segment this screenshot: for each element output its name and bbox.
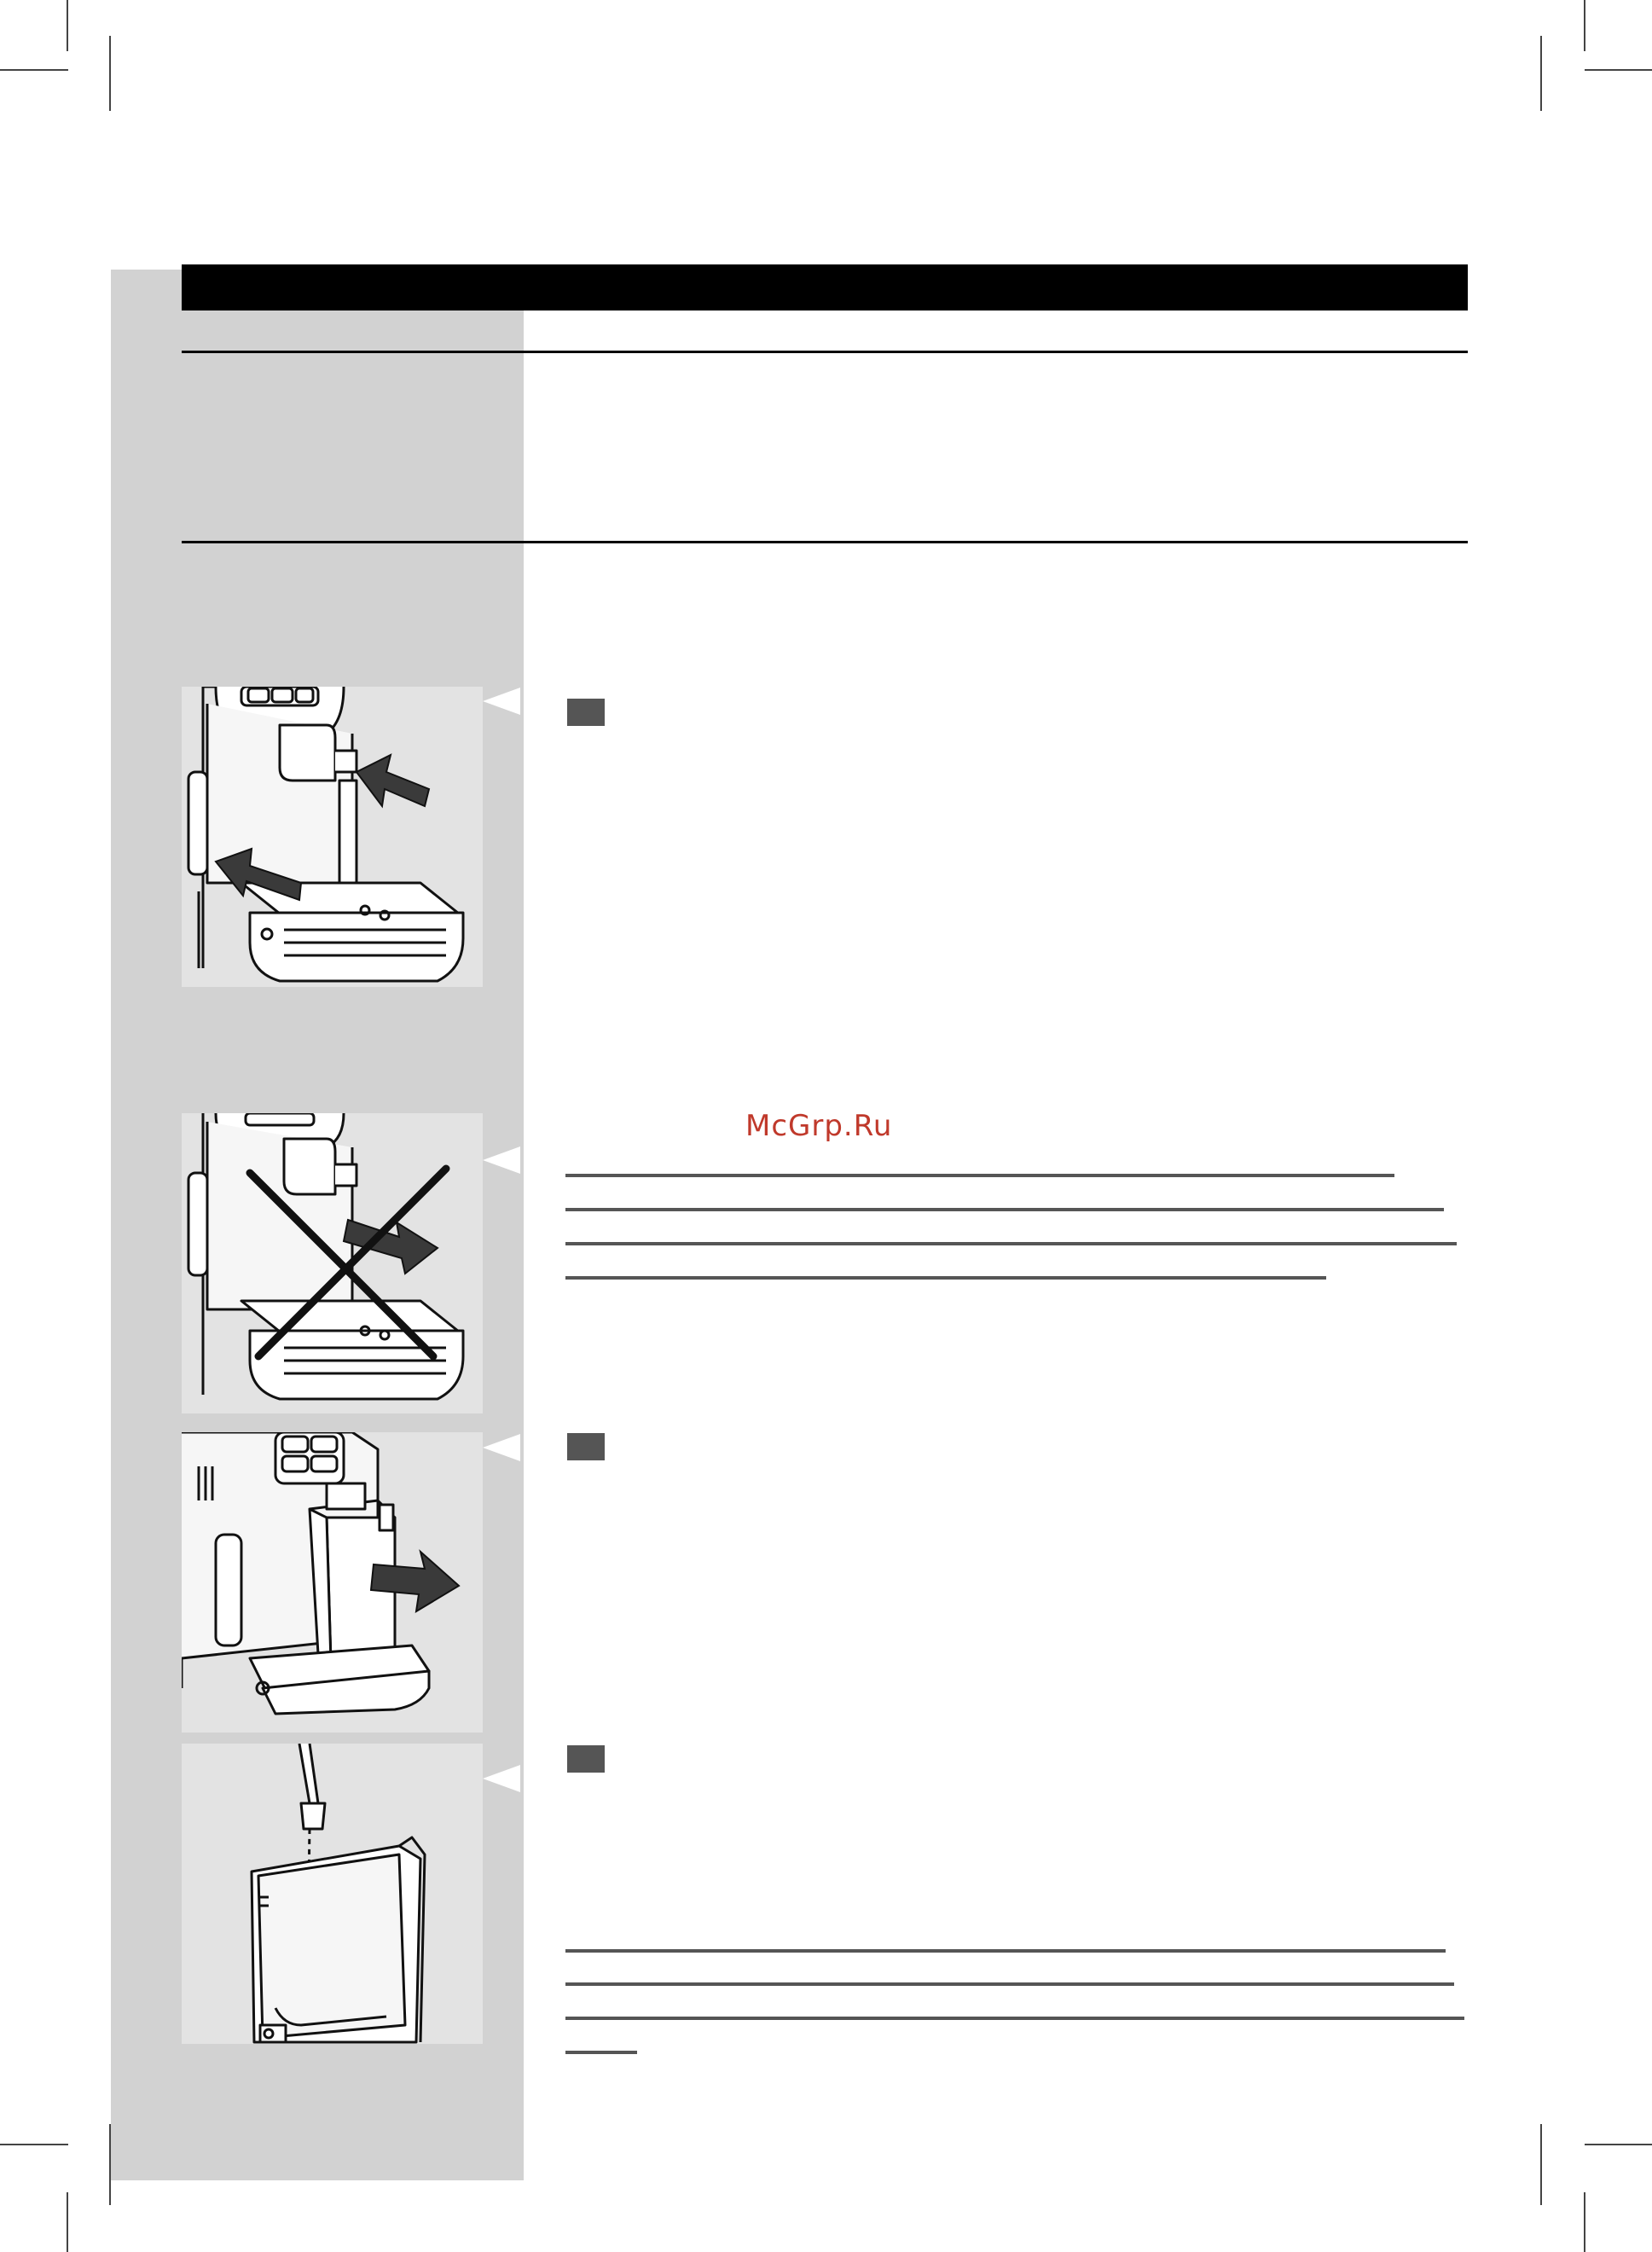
- water-tank-fill-illustration: [182, 1744, 483, 2044]
- crop-mark: [109, 36, 111, 111]
- crop-mark: [1585, 69, 1652, 71]
- panel-pointer: [483, 1765, 520, 1792]
- crop-mark: [1540, 36, 1542, 111]
- crop-mark: [0, 69, 68, 71]
- drip-tray-insert-illustration: [182, 687, 483, 987]
- text-line: [565, 1276, 1326, 1280]
- water-tank-remove-illustration: [182, 1432, 483, 1733]
- watermark: McGrp.Ru: [745, 1109, 893, 1143]
- drip-tray-incorrect-illustration: [182, 1113, 483, 1413]
- crop-mark: [1585, 2144, 1652, 2145]
- section-rule: [182, 351, 1468, 353]
- crop-mark: [0, 2144, 68, 2145]
- crop-mark: [67, 2192, 68, 2252]
- text-line: [565, 1174, 1394, 1177]
- crop-mark: [1584, 2192, 1585, 2252]
- header-bar: [182, 264, 1468, 311]
- step-number-box: [567, 1433, 605, 1460]
- text-line: [565, 2051, 637, 2054]
- text-line: [565, 1949, 1446, 1953]
- crop-mark: [1540, 2124, 1542, 2205]
- text-line: [565, 1242, 1457, 1245]
- step-number-box: [567, 699, 605, 726]
- text-line: [565, 1208, 1444, 1211]
- text-line: [565, 1982, 1454, 1986]
- section-rule: [182, 541, 1468, 543]
- crop-mark: [67, 0, 68, 51]
- text-line: [565, 2017, 1464, 2020]
- panel-pointer: [483, 688, 520, 715]
- panel-pointer: [483, 1434, 520, 1461]
- crop-mark: [1584, 0, 1585, 51]
- panel-pointer: [483, 1146, 520, 1174]
- step-number-box: [567, 1745, 605, 1773]
